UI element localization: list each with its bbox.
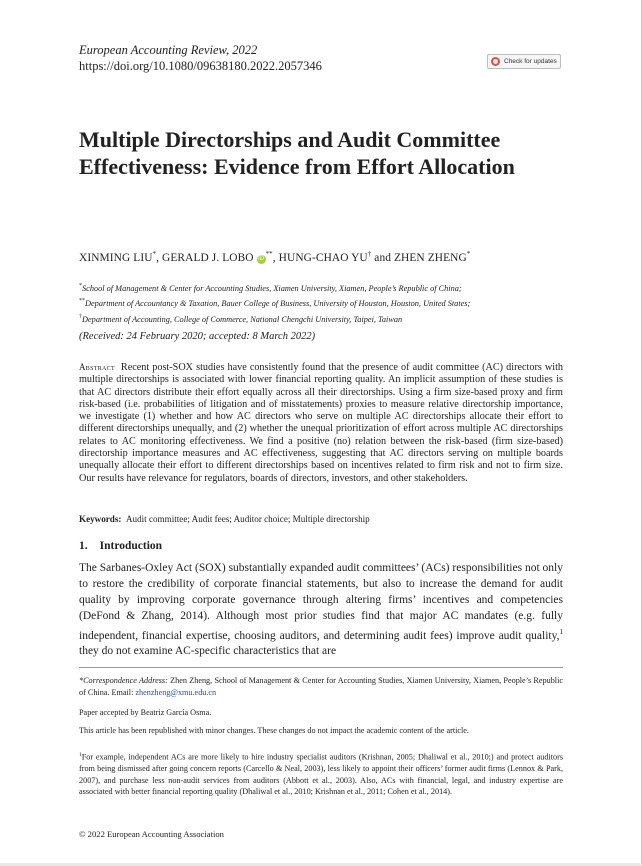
section-number: 1. — [79, 540, 88, 552]
author-mark: † — [367, 250, 372, 258]
footnote-text: For example, independent ACs are more likely to hire industry specialist auditors (Krishnan, 2005; Dhaliwal et al., 2010;) and protect auditors from being dismissed after going concern reports (Carcello & Neal, 2003), less likely to appoint their officers’ former audit firms (Lennox & Park, 2007), and purchase less non-audit services from auditors (Abbott et al., 2003). Also, ACs with financial, legal, and industry expertise are associated with better financial reporting quality (Dhaliwal et al., 2010; Krishnan et al., 2011; Cohen et al., 2014). — [79, 752, 563, 797]
received-dates: (Received: 24 February 2020; accepted: 8 March 2022) — [79, 331, 316, 342]
check-for-updates-button[interactable] — [487, 54, 561, 69]
article-title: Multiple Directorships and Audit Committee Effectiveness: Evidence from Effort Allocation — [79, 127, 515, 179]
correspondence-text: Zhen Zheng, School of Management & Center for Accounting Studies, Xiamen University, Xiamen, People’s Republic of China. Email: — [79, 676, 563, 697]
email-link[interactable]: zhenzheng@xmu.edu.cn — [135, 687, 217, 697]
affiliation-text: School of Management & Center for Accounting Studies, Xiamen University, Xiamen, People’s Republic of China; — [82, 283, 462, 293]
republished-note: This article has been republished with minor changes. These changes do not impact the academic content of the article. — [79, 726, 469, 735]
footnote-divider — [79, 667, 563, 668]
affiliation-mark: ** — [79, 298, 85, 305]
copyright: © 2022 European Accounting Association — [79, 829, 224, 839]
author-name: and ZHEN ZHENG — [371, 251, 467, 264]
author-mark: * — [466, 250, 471, 258]
affiliation-line — [79, 295, 579, 310]
body-paragraph — [79, 561, 563, 660]
affiliation-mark: * — [79, 283, 82, 289]
keywords-label: Keywords: — [79, 514, 122, 524]
affiliation-line — [79, 280, 579, 295]
body-text: they do not examine AC-specific characteristics that are — [79, 645, 337, 658]
footnote-1 — [79, 750, 563, 798]
author-list — [79, 250, 579, 264]
affiliation-mark: † — [79, 313, 82, 320]
body-text: The Sarbanes-Oxley Act (SOX) substantially expanded audit committees’ (ACs) responsibilities not only to restore the credibility of corporate financial statements, but also to increase the demand for audit quality by improving corporate governance through altering firms’ incentives and competencies (DeFond & Zhang, 2014). Although most prior studies find that major AC mandates (e.g. fully independent, financial expertise, choosing auditors, and determining audit fees) improve audit quality, — [79, 562, 563, 642]
abstract — [79, 361, 563, 485]
author-mark: * — [152, 250, 157, 258]
affiliations — [79, 280, 579, 326]
author-name: , HUNG-CHAO YU — [272, 251, 368, 264]
accepted-by-note: Paper accepted by Beatriz García Osma. — [79, 708, 212, 717]
correspondence-note — [79, 675, 563, 698]
author-name: XINMING LIU — [79, 251, 153, 264]
affiliation-text: Department of Accounting, College of Commerce, National Chengchi University, Taipei, Taiwan — [82, 314, 403, 324]
affiliation-text: Department of Accountancy & Taxation, Bauer College of Business, University of Houston, Houston, United States; — [85, 299, 471, 309]
footnote-mark: 1 — [79, 752, 82, 758]
keywords-text: Audit committee; Audit fees; Auditor choice; Multiple directorship — [125, 514, 370, 524]
abstract-label: Abstract — [79, 362, 115, 372]
check-updates-icon — [491, 57, 500, 66]
journal-citation: European Accounting Review, 2022 — [79, 43, 258, 57]
author-name: , GERALD J. LOBO — [156, 251, 257, 264]
affiliation-line — [79, 311, 579, 326]
abstract-text: Recent post-SOX studies have consistently found that the presence of audit committee (AC) directors with multiple directorships is associated with lower financial reporting quality. An implicit assumption of these studies is that AC directors distribute their effort equally across all their directorships. Using a firm size-based proxy and firm risk-based (i.e. probabilities of litigation and of misstatements) proxies to measure relative directorship importance, we investigate (1) whether and how AC directors who serve on multiple AC directorships allocate their effort to different directorships unequally, and (2) whether the unequal prioritization of effort across multiple AC directorships relates to AC monitoring effectiveness. We find a positive (no) relation between the risk-based (firm size-based) directorship importance measures and AC effectiveness, suggesting that AC directors serving on multiple boards unequally allocate their effort to different directorships based on incentives related to firm risk and not to firm size. Our results have relevance for regulators, boards of directors, investors, and other stakeholders. — [79, 362, 563, 484]
section-title: Introduction — [99, 540, 163, 552]
doi-link[interactable]: https://doi.org/10.1080/09638180.2022.2057346 — [79, 59, 322, 73]
footnote-ref[interactable]: 1 — [559, 627, 563, 636]
author-mark: ** — [265, 250, 273, 258]
correspondence-label: *Correspondence Address: — [79, 676, 168, 685]
keywords — [79, 514, 563, 524]
orcid-icon[interactable]: iD — [258, 255, 265, 262]
check-updates-label: Check for updates — [504, 58, 557, 65]
section-heading — [79, 540, 162, 552]
